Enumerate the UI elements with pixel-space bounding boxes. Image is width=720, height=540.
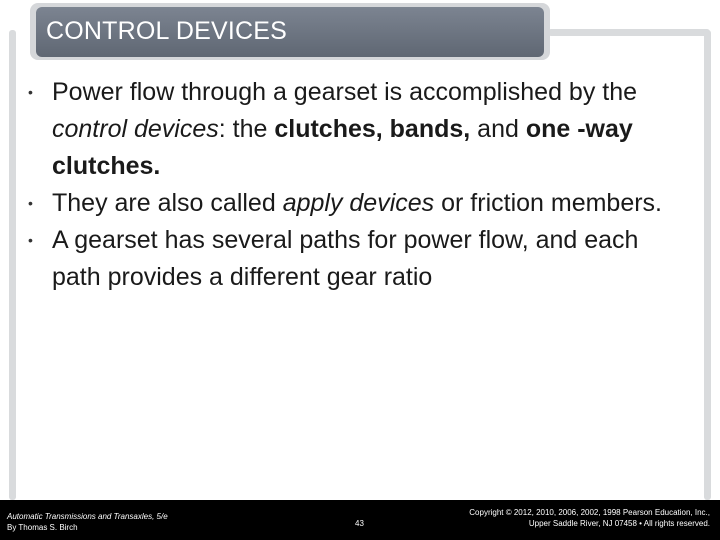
bullet-text: Power flow through a gearset is accomplished by the control devices: the clutches, bands, and one -way clutches. xyxy=(52,78,638,180)
frame-right-rule xyxy=(704,30,711,500)
frame-top-rule xyxy=(548,29,710,36)
footer-copyright xyxy=(420,507,710,529)
bullet-item xyxy=(28,74,688,185)
footer-copyright-line2: Upper Saddle River, NJ 07458 • All rights reserved. xyxy=(528,519,710,528)
footer-page-number: 43 xyxy=(355,519,364,528)
bullet-dot-icon: • xyxy=(28,195,33,211)
slide-title: CONTROL DEVICES xyxy=(46,17,288,45)
frame-left-rule xyxy=(9,30,16,500)
footer-author: By Thomas S. Birch xyxy=(7,523,78,532)
bullet-dot-icon: • xyxy=(28,84,33,100)
bullet-item xyxy=(28,222,688,296)
footer-book-title: Automatic Transmissions and Transaxles, 5/e xyxy=(7,512,168,521)
bullet-list xyxy=(28,74,688,296)
bullet-item xyxy=(28,185,688,222)
footer-book-info xyxy=(7,511,168,533)
footer-copyright-line1: Copyright © 2012, 2010, 2006, 2002, 1998 Pearson Education, Inc., xyxy=(469,508,710,517)
bullet-dot-icon: • xyxy=(28,232,33,248)
bullet-text: They are also called apply devices or friction members. xyxy=(52,189,663,217)
bullet-text: A gearset has several paths for power flow, and each path provides a different gear ratio xyxy=(52,226,639,291)
